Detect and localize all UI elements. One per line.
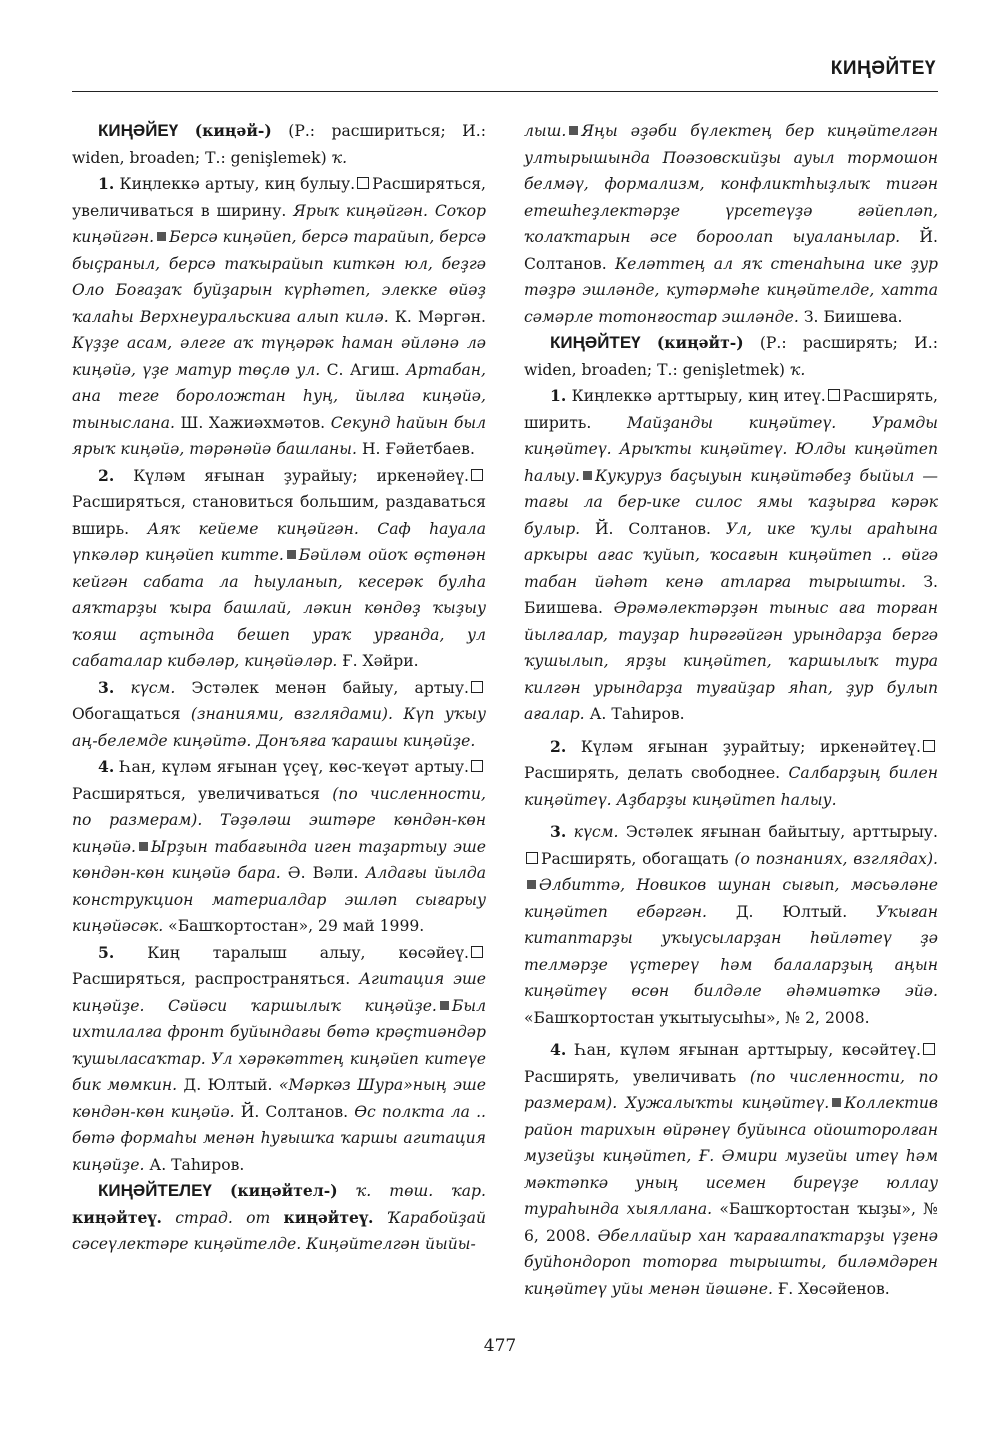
translation-box-icon bbox=[923, 1043, 935, 1055]
definition: Киңлеккә арттырыу, киң итеү. bbox=[571, 387, 826, 405]
entry-kinaiteu bbox=[524, 330, 938, 383]
citation-square-icon bbox=[157, 232, 166, 241]
author: Й. Солтанов. bbox=[240, 1102, 349, 1121]
quote: Ҡарабойҙай сәсеүлектәре киңәйтелде. Киңәйтелгән йыйы- bbox=[72, 1208, 486, 1253]
translation: страд. от bbox=[175, 1208, 271, 1227]
author: Ә. Вәли. bbox=[287, 864, 359, 882]
example: Агитация эше киңәйҙе. Сәйәси ҡаршылыҡ киңәйҙе. bbox=[72, 970, 486, 1015]
quote: Берсә киңәйеп, берсә тарайып, берсә быҫраныл, берсә таҡырайып киткән юл, беҙгә Оло Боғаҙаҡ буйҙарын күрһәтеп, элекке өйәҙ ҡалаһы Верхнеуральскиға алып килә. bbox=[72, 228, 486, 326]
author: С. Агиш. bbox=[326, 360, 400, 379]
translation-note: (по численности, по размерам). bbox=[72, 784, 486, 829]
translation-box-icon bbox=[471, 946, 483, 958]
translation: Расширять, ширить. bbox=[524, 387, 938, 432]
quote: «Мәркәз Шура»ның эше көндән-көн киңәйә. bbox=[72, 1076, 486, 1121]
quote: Күҙҙе асам, әлеге аҡ түңәрәк һаман әйләнә лә киңәйә, үҙе матур төҫлө ул. bbox=[72, 334, 486, 379]
quote: Бәйләм ойоҡ өҫтөнән кейгән сабата ла һыуланып, кесерәк булһа аяҡтарҙы ҡыра башлай, ләкин көндөҙ ҡыҙыу ҡояш аҫтында бешеп ураҡ урғанда, ул сабаталар кибәләр, киңәйәләр. bbox=[72, 546, 486, 670]
citation-square-icon bbox=[440, 1001, 449, 1010]
running-head: КИҢӘЙТЕҮ bbox=[830, 58, 936, 79]
sense-2 bbox=[72, 463, 486, 675]
example: Күп уҡыу аң-белемде киңәйтә. Донъяға ҡарашы киңәйҙе. bbox=[72, 705, 486, 750]
translation-box-icon bbox=[471, 681, 483, 693]
sense-1 bbox=[72, 171, 486, 463]
author: Н. Ғәйетбаев. bbox=[361, 440, 475, 458]
citation-square-icon bbox=[832, 1098, 841, 1107]
definition: Һан, күләм яғынан үҫеү, көс-ҡеүәт артыу. bbox=[119, 758, 469, 776]
author: А. Таһиров. bbox=[149, 1155, 245, 1174]
right-column bbox=[524, 118, 938, 1302]
quote: Келәттең ал яҡ стенаһына ике ҙур тәҙрә эшләнде, кутәрмәһе киңәйтелде, хатта сәмәрле тотонғостар эшләнде. bbox=[524, 254, 938, 326]
sense-number: 5. bbox=[98, 942, 115, 962]
author: А. Таһиров. bbox=[589, 705, 685, 723]
sense-3 bbox=[524, 819, 938, 1031]
gloss: (Р.: расширять; И.: widen, broaden; Т.: genişletmek) bbox=[524, 334, 938, 379]
translation: Расширять, увеличивать bbox=[524, 1067, 737, 1086]
author: З. Биишева. bbox=[803, 307, 903, 326]
quote: Әбеллайыр хан ҡарағалпаҡтарҙы үҙенә буйһондороп тоторға тырышты, биләмдәрен киңәйтеү уйы менән йәшәне. bbox=[524, 1226, 939, 1298]
sense-4 bbox=[72, 754, 486, 940]
author: Ғ. Хәйри. bbox=[342, 652, 419, 670]
translation-box-icon bbox=[471, 469, 483, 481]
citation-square-icon bbox=[527, 880, 536, 889]
sense-5 bbox=[72, 940, 486, 1179]
author: «Башҡортостан уҡытыусыһы», № 2, 2008. bbox=[524, 1008, 870, 1027]
translation: Расширяться, увеличиваться bbox=[72, 784, 321, 803]
quote: Яңы әҙәби бүлектең бер киңәйтелгән ултырышында Поәзовскийҙы ауыл тормошон белмәү, формализм, конфликтһыҙлыҡ тигән етешһеҙлектәрҙе үрсетеүҙә ғәйепләп, ҡолаҡтарын әсе бороолап ыуаланылар. bbox=[524, 122, 938, 246]
translation-box-icon bbox=[357, 177, 369, 189]
author: Й. Солтанов. bbox=[524, 228, 938, 273]
sense-2 bbox=[524, 734, 938, 814]
left-column bbox=[72, 118, 486, 1258]
quote: Кукуруз баҫыуын киңәйтәбеҙ быйыл — тағы ла бер-ике силос ямы ҡаҙырға кәрәк булыр. bbox=[524, 466, 938, 538]
translation-box-icon bbox=[923, 740, 935, 752]
translation-box-icon bbox=[471, 760, 483, 772]
cross-reference: киңәйтеү. bbox=[283, 1207, 374, 1227]
definition: Киң таралыш алыу, көсәйеү. bbox=[147, 943, 469, 962]
translation-note: (по численности, по размерам). bbox=[524, 1067, 938, 1112]
author: Д. Юлтый. bbox=[183, 1076, 273, 1094]
quote: лыш. bbox=[524, 122, 567, 140]
entry-kinaiteleu bbox=[72, 1178, 486, 1258]
translation-note: (знаниями, взглядами). bbox=[190, 705, 393, 723]
quote: Ул хәрәкәттең киңәйеп китеүе бик мөмкин. bbox=[72, 1049, 486, 1094]
usage-label: күсм. bbox=[573, 823, 619, 841]
citation-square-icon bbox=[569, 126, 578, 135]
quote: Уҡыған китаптарҙы уҡыусыларҙан һөйләтеү ҙә телмәрҙе үҫтереү һәм балаларҙың аңын киңәйтеү өсөн билдәле әһәмиәткә эйә. bbox=[524, 902, 938, 1000]
translation: Расширяться, становиться большим, раздаваться вширь. bbox=[72, 493, 486, 538]
quote: Секунд һайын был ярыҡ киңәйә, тәрәнәйә башланы. bbox=[72, 413, 487, 458]
author: З. Биишева. bbox=[524, 572, 938, 617]
translation: Расширяться, увеличиваться в ширину. bbox=[72, 175, 486, 220]
quote: Коллектив район тарихын өйрәнеү буйынса ойошторолған музейҙы киңәйтеп, Ғ. Әмири музейы итеү һәм мәктәпкә уның исемен биреүҙе юллау тураһында хыялланa. bbox=[524, 1094, 938, 1218]
headword: КИҢӘЙЕҮ bbox=[98, 121, 179, 140]
example: Ярыҡ киңәйгән. Соҡор киңәйгән. bbox=[72, 201, 486, 246]
definition: Күләм яғынан ҙурайтыу; иркенәйтеү. bbox=[580, 737, 921, 756]
sense-number: 3. bbox=[550, 822, 567, 841]
author: «Башҡортостан», 29 май 1999. bbox=[168, 917, 425, 935]
translation: Расширять, обогащать bbox=[541, 849, 729, 868]
headword: КИҢӘЙТЕЛЕҮ bbox=[98, 1181, 212, 1200]
example: Тәҙәләш эштәре көндән-көн киңәйә. bbox=[72, 811, 486, 856]
quote: Ул, ике ҡулы араһына аркыры ағас ҡуйып, ҡосағын киңәйтеп .. өйгә табан йәһәт кенә атларға тырышты. bbox=[524, 519, 938, 591]
author: «Башҡортостан ҡыҙы», № 6, 2008. bbox=[524, 1200, 938, 1245]
stem: (киңәйтел-) bbox=[230, 1181, 338, 1200]
quote: Әрәмәлектәрҙән тыныс аға торған йылғалар, тауҙар һирәгәйгән урындарҙа бергә ҡушылып, ярҙы киңәйтеп, ҡаршылыҡ тура килгән урындарҙа туғайҙар яһап, ҙур булып ағалар. bbox=[524, 599, 938, 723]
sense-1 bbox=[524, 383, 938, 728]
citation-square-icon bbox=[583, 471, 592, 480]
example: Хужалыҡты киңәйтеү. bbox=[625, 1094, 830, 1112]
definition: Күләм яғынан ҙурайыу; иркенәйеү. bbox=[133, 466, 469, 485]
header-rule bbox=[72, 91, 938, 92]
author: К. Мәргән. bbox=[394, 307, 486, 326]
translation: Расширяться, распространяться. bbox=[72, 970, 351, 988]
stem: (киңәй-) bbox=[194, 121, 272, 140]
headword: КИҢӘЙТЕҮ bbox=[550, 333, 641, 352]
sense-number: 2. bbox=[98, 465, 115, 485]
sense-4 bbox=[524, 1037, 938, 1302]
translation-box-icon bbox=[828, 389, 840, 401]
quote: Әлбиттә, Новиков шунан сығып, мәсьәләне киңәйтеп ебәргән. bbox=[524, 876, 938, 921]
pos: ҡ. bbox=[331, 148, 348, 167]
example: Майҙанды киңәйтеү. Урамды киңәйтеү. Арыҡты киңәйтеү. Юлды киңәйтеп һалыу. bbox=[524, 413, 938, 485]
author: Ғ. Хөсәйенов. bbox=[777, 1279, 890, 1298]
citation-square-icon bbox=[139, 842, 148, 851]
sense-number: 3. bbox=[98, 677, 115, 697]
example: Аяҡ кейеме киңәйгән. Саф һауала үпкәләр киңәйеп китте. bbox=[72, 519, 486, 564]
citation-square-icon bbox=[287, 550, 296, 559]
author: Й. Солтанов. bbox=[594, 519, 711, 538]
sense-number: 4. bbox=[98, 757, 115, 776]
sense-3 bbox=[72, 675, 486, 755]
page-number: 477 bbox=[483, 1336, 517, 1356]
sense-number: 1. bbox=[98, 174, 115, 193]
gloss: (Р.: расшириться; И.: widen, broaden; Т.: genişlemek) bbox=[72, 122, 486, 167]
entry-kinaieu bbox=[72, 118, 486, 171]
pos: ҡ. bbox=[789, 360, 806, 379]
translation-note: (о познаниях, взглядах). bbox=[734, 849, 938, 868]
quote: Өс полкта ла .. бөтә формаһы менән һуғышҡа ҡаршы агитация киңәйҙе. bbox=[72, 1102, 486, 1174]
translation: Обогащаться bbox=[72, 705, 181, 723]
quote: Ырҙын табағында иген таҙартыу эше көндән-көн киңәйә бара. bbox=[72, 837, 486, 882]
definition: Эстәлек менән байыу, артыу. bbox=[191, 678, 469, 697]
definition: Һан, күләм яғынан арттырыу, көсәйтеү. bbox=[574, 1041, 921, 1059]
sense-number: 4. bbox=[550, 1040, 567, 1059]
translation-box-icon bbox=[526, 852, 538, 864]
sense-number: 2. bbox=[550, 736, 567, 756]
quote: Был ихтилалға фронт буйындағы бөтә крәҫтиәндәр ҡушыласаҡтар. bbox=[72, 996, 486, 1068]
pos: ҡ. төш. ҡар. bbox=[355, 1182, 486, 1200]
definition: Киңлеккә артыу, киң булыу. bbox=[119, 175, 356, 193]
cross-reference: киңәйтеү. bbox=[72, 1207, 162, 1227]
quote: Алдағы йылда конструкцион материалдар эшләп сығарыу киңәйәсәк. bbox=[72, 864, 486, 935]
author: Д. Юлтый. bbox=[735, 902, 848, 921]
sense-number: 1. bbox=[550, 386, 567, 405]
stem: (киңәйт-) bbox=[656, 333, 744, 352]
usage-label: күсм. bbox=[130, 678, 176, 697]
example: Салбарҙың билен киңәйтеү. Аҙбарҙы киңәйтеп һалыу. bbox=[524, 764, 938, 809]
quote: Артабан, ана теге бороложтан һуң, йылға киңәйә, тынысланa. bbox=[72, 360, 486, 432]
translation: Расширять, делать свободнее. bbox=[524, 764, 781, 782]
entry-kinaiteleu-continued bbox=[524, 118, 938, 330]
author: Ш. Хажиәхмәтов. bbox=[180, 413, 326, 432]
definition: Эстәлек яғынан байытыу, арттырыу. bbox=[625, 823, 938, 841]
